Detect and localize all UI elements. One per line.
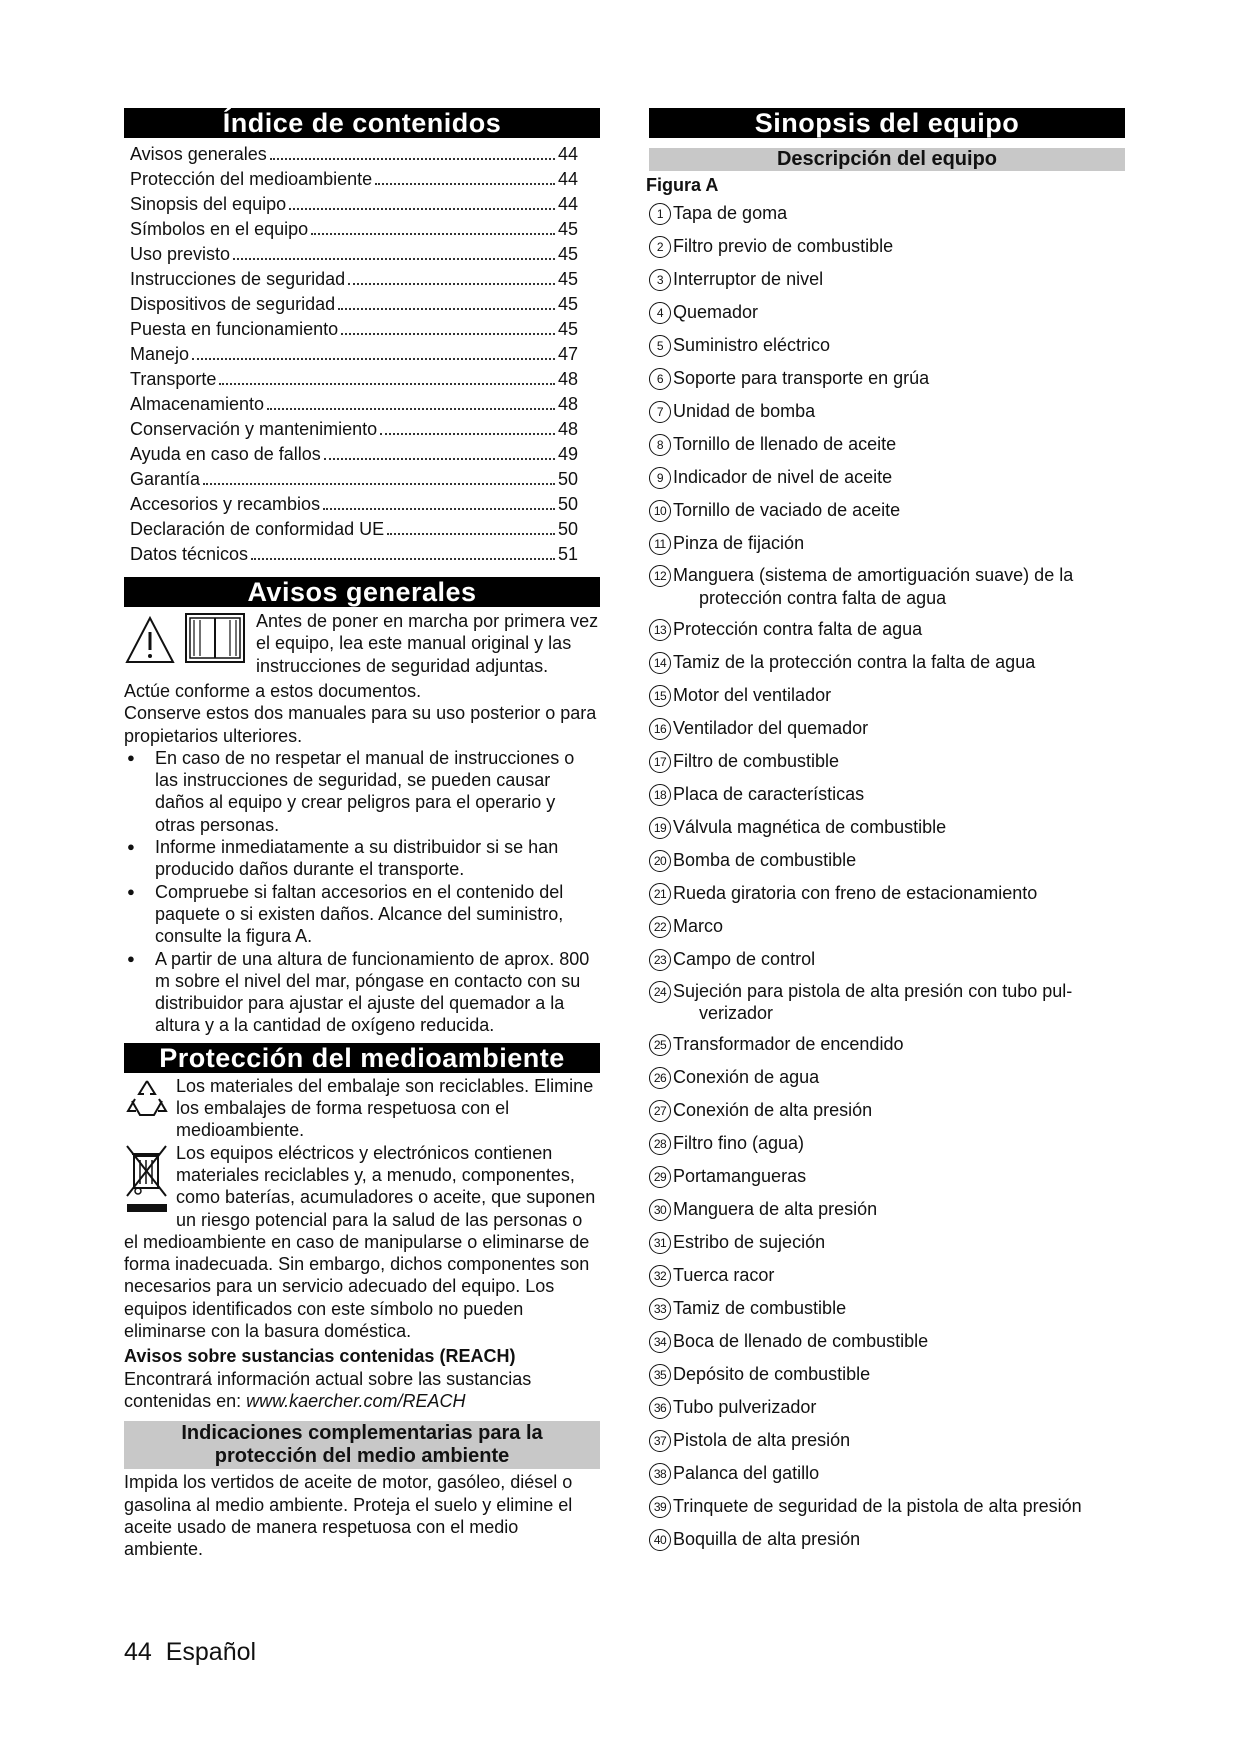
toc-leader-dots: [323, 508, 555, 510]
toc-label: Accesorios y recambios: [130, 494, 321, 514]
toc-leader-dots: [251, 558, 555, 560]
component-label: Marco: [673, 915, 724, 936]
component-number-badge: 21: [649, 883, 671, 905]
toc-entry[interactable]: [130, 167, 578, 192]
toc-entry[interactable]: [130, 367, 578, 392]
component-item: [649, 1231, 1125, 1254]
component-number-badge: 14: [649, 652, 671, 674]
component-item: [649, 882, 1125, 905]
page-footer: [124, 1638, 256, 1667]
reach-text: Encontrará información actual sobre las sustancias contenidas en:: [124, 1368, 532, 1411]
toc-page: 48: [557, 394, 578, 414]
toc-entry[interactable]: [130, 467, 578, 492]
toc-leader-dots: [203, 483, 555, 485]
component-label: Tubo pulverizador: [673, 1397, 817, 1418]
toc-label: Transporte: [130, 369, 217, 389]
toc-leader-dots: [289, 208, 555, 210]
toc-page: 51: [557, 544, 578, 564]
toc-label: Conservación y mantenimiento: [130, 419, 378, 439]
component-number-badge: 4: [649, 302, 671, 324]
toc-label: Declaración de conformidad UE: [130, 519, 385, 539]
toc-leader-dots: [192, 358, 555, 360]
general-heading: Avisos generales: [124, 577, 600, 607]
component-item: [649, 1165, 1125, 1188]
component-number-badge: 8: [649, 434, 671, 456]
toc-label: Almacenamiento: [130, 394, 265, 414]
left-column: [124, 108, 600, 1560]
component-number-badge: 1: [649, 203, 671, 225]
component-number-badge: 28: [649, 1133, 671, 1155]
toc-page: 49: [557, 444, 578, 464]
component-item: [649, 1264, 1125, 1287]
toc-label: Ayuda en caso de fallos: [130, 444, 321, 464]
toc-entry[interactable]: [130, 292, 578, 317]
env-subheading: Indicaciones complementarias para la protección del medio ambiente: [124, 1421, 600, 1469]
component-item: [649, 301, 1125, 324]
component-item: [649, 717, 1125, 740]
toc-page: 45: [557, 269, 578, 289]
toc-label: Protección del medioambiente: [130, 169, 373, 189]
right-column: [646, 108, 1125, 1551]
component-number-badge: 10: [649, 500, 671, 522]
bullet-item: ● En caso de no respetar el manual de instrucciones o las instrucciones de seguridad, se pueden causar daños al equipo y crear peligros para el operario y otras personas.: [124, 747, 600, 836]
component-number-badge: 33: [649, 1298, 671, 1320]
toc-page: 48: [557, 369, 578, 389]
env-sub-text: Impida los vertidos de aceite de motor, gasóleo, diésel o gasolina al medio ambiente. Proteja el suelo y elimine el aceite usado de manera respetuosa con el medio ambiente.: [124, 1472, 573, 1560]
component-number-badge: 36: [649, 1397, 671, 1419]
toc-entry[interactable]: [130, 217, 578, 242]
component-item: [649, 1363, 1125, 1386]
component-list: [649, 202, 1125, 1551]
component-label: Tornillo de llenado de aceite: [673, 434, 897, 455]
general-p1: Actúe conforme a estos documentos.: [124, 681, 422, 701]
recycle-text: Los materiales del embalaje son reciclables. Elimine los embalajes de forma respetuosa con el medioambiente.: [176, 1075, 594, 1141]
component-number-badge: 3: [649, 269, 671, 291]
component-item: [649, 618, 1125, 641]
toc-entry[interactable]: [130, 142, 578, 167]
component-number-badge: 24: [649, 981, 671, 1003]
component-label: Bomba de combustible: [673, 849, 857, 870]
toc-label: Uso previsto: [130, 244, 231, 264]
toc-entry[interactable]: [130, 492, 578, 517]
component-number-badge: 6: [649, 368, 671, 390]
component-item: [649, 400, 1125, 423]
bullet-item: ● A partir de una altura de funcionamiento de aprox. 800 m sobre el nivel del mar, póngase en contacto con su distribuidor para ajustar el ajuste del quemador a la altura y a la cantidad de oxígeno reducida.: [124, 948, 600, 1037]
component-label: Conexión de agua: [673, 1067, 820, 1088]
toc-entry[interactable]: [130, 192, 578, 217]
component-item: [649, 980, 1125, 1025]
component-label: Campo de control: [673, 948, 816, 969]
toc-entry[interactable]: [130, 267, 578, 292]
component-label: Tamiz de combustible: [673, 1298, 847, 1319]
recycle-block: [124, 1075, 600, 1142]
component-number-badge: 7: [649, 401, 671, 423]
component-label: Tornillo de vaciado de aceite: [673, 500, 901, 521]
toc-page: 44: [557, 169, 578, 189]
component-item: [649, 367, 1125, 390]
overview-heading: Sinopsis del equipo: [649, 108, 1125, 138]
toc-page: 45: [557, 319, 578, 339]
toc-page: 50: [557, 469, 578, 489]
toc-page: 50: [557, 519, 578, 539]
component-label: Filtro fino (agua): [673, 1133, 805, 1154]
component-label: Manguera (sistema de amortiguación suave) de la: [673, 565, 1074, 586]
toc-label: Avisos generales: [130, 144, 267, 164]
component-label: Depósito de combustible: [673, 1364, 871, 1385]
general-p2: Conserve estos dos manuales para su uso posterior o para propietarios ulteriores.: [124, 703, 597, 746]
reach-link[interactable]: www.kaercher.com/REACH: [246, 1390, 466, 1411]
toc-leader-dots: [348, 283, 555, 285]
toc-label: Instrucciones de seguridad: [130, 269, 346, 289]
toc-label: Sinopsis del equipo: [130, 194, 287, 214]
toc-leader-dots: [270, 158, 555, 160]
component-label: Estribo de sujeción: [673, 1232, 826, 1253]
env-heading: Protección del medioambiente: [124, 1043, 600, 1073]
toc-label: Manejo: [130, 344, 190, 364]
component-number-badge: 34: [649, 1331, 671, 1353]
component-item: [649, 750, 1125, 773]
general-intro-block: [124, 610, 600, 680]
toc-leader-dots: [375, 183, 555, 185]
component-label: Filtro de combustible: [673, 750, 840, 771]
toc-label: Símbolos en el equipo: [130, 219, 309, 239]
component-item: [649, 1066, 1125, 1089]
component-label: Protección contra falta de agua: [673, 618, 923, 639]
toc-page: 44: [557, 194, 578, 214]
component-item: [649, 235, 1125, 258]
toc-page: 44: [557, 144, 578, 164]
component-number-badge: 25: [649, 1034, 671, 1056]
component-number-badge: 35: [649, 1364, 671, 1386]
component-label: Rueda giratoria con freno de estacionamiento: [673, 882, 1038, 903]
toc-label: Garantía: [130, 469, 201, 489]
toc-entry[interactable]: [130, 317, 578, 342]
warning-triangle-icon: [124, 610, 256, 680]
component-number-badge: 5: [649, 335, 671, 357]
component-label: Unidad de bomba: [673, 401, 816, 422]
manual-book-icon: [186, 614, 244, 662]
toc-leader-dots: [380, 433, 555, 435]
component-number-badge: 23: [649, 949, 671, 971]
component-number-badge: 12: [649, 565, 671, 587]
crossed-bin-icon: [124, 1142, 176, 1230]
footer-language: Español: [165, 1638, 257, 1666]
component-label: Ventilador del quemador: [673, 717, 869, 738]
component-label: Pinza de fijación: [673, 533, 805, 554]
page-number: 44: [124, 1638, 152, 1666]
recycle-icon: [124, 1075, 176, 1142]
reach-paragraph: [124, 1368, 600, 1413]
component-number-badge: 20: [649, 850, 671, 872]
component-number-badge: 22: [649, 916, 671, 938]
component-item: [649, 1297, 1125, 1320]
component-number-badge: 15: [649, 685, 671, 707]
component-item: [649, 433, 1125, 456]
component-label: Boquilla de alta presión: [673, 1529, 861, 1550]
toc-label: Dispositivos de seguridad: [130, 294, 336, 314]
component-label: Interruptor de nivel: [673, 269, 824, 290]
component-label: Filtro previo de combustible: [673, 236, 894, 257]
component-label: Sujeción para pistola de alta presión con tubo pul-: [673, 980, 1073, 1001]
component-number-badge: 32: [649, 1265, 671, 1287]
component-item: [649, 783, 1125, 806]
component-number-badge: 39: [649, 1496, 671, 1518]
component-item: [649, 651, 1125, 674]
component-item: [649, 1132, 1125, 1155]
toc-entry[interactable]: [130, 342, 578, 367]
weee-text: Los equipos eléctricos y electrónicos contienen materiales reciclables y, a menudo, componentes, como baterías, acumuladores o aceite, que suponen un riesgo potencial para la salud de las personas o el medioambiente en caso de manipularse o eliminarse de forma inadecuada. Sin embargo, dichos componentes son necesarios para un servicio adecuado del equipo. Los equipos identificados con este símbolo no pueden eliminarse con la basura doméstica.: [124, 1142, 596, 1342]
component-number-badge: 9: [649, 467, 671, 489]
toc-entry[interactable]: [130, 442, 578, 467]
toc-page: 45: [557, 294, 578, 314]
component-item: [649, 202, 1125, 225]
toc-heading: Índice de contenidos: [124, 108, 600, 138]
component-item: [649, 532, 1125, 555]
component-item: [649, 1528, 1125, 1551]
toc-leader-dots: [311, 233, 555, 235]
general-intro-text: Antes de poner en marcha por primera vez el equipo, lea este manual original y las instrucciones de seguridad adjuntas.: [256, 611, 599, 676]
component-item: [649, 1462, 1125, 1485]
component-number-badge: 19: [649, 817, 671, 839]
component-number-badge: 11: [649, 533, 671, 555]
toc-page: 45: [557, 244, 578, 264]
component-item: [649, 564, 1125, 609]
component-label: Pistola de alta presión: [673, 1430, 851, 1451]
component-label: Conexión de alta presión: [673, 1100, 873, 1121]
toc-label: Puesta en funcionamiento: [130, 319, 339, 339]
component-item: [649, 1330, 1125, 1353]
component-item: [649, 1099, 1125, 1122]
toc-entry[interactable]: [130, 392, 578, 417]
component-number-badge: 27: [649, 1100, 671, 1122]
toc-page: 47: [557, 344, 578, 364]
figure-label: Figura A: [646, 175, 719, 195]
component-number-badge: 31: [649, 1232, 671, 1254]
component-item: [649, 466, 1125, 489]
component-number-badge: 29: [649, 1166, 671, 1188]
component-label: Palanca del gatillo: [673, 1463, 820, 1484]
reach-title: Avisos sobre sustancias contenidas (REACH): [124, 1346, 516, 1367]
component-label: Quemador: [673, 302, 759, 323]
toc-label: Datos técnicos: [130, 544, 249, 564]
weee-block: [124, 1142, 600, 1343]
toc-page: 48: [557, 419, 578, 439]
component-label: Tapa de goma: [673, 203, 788, 224]
toc-leader-dots: [267, 408, 555, 410]
toc-leader-dots: [233, 258, 555, 260]
warning-manual-icons: [124, 610, 256, 680]
component-item: [649, 1396, 1125, 1419]
toc-entry[interactable]: [130, 417, 578, 442]
component-label: Placa de características: [673, 783, 865, 804]
component-number-badge: 2: [649, 236, 671, 258]
toc-leader-dots: [338, 308, 555, 310]
component-label: Transformador de encendido: [673, 1034, 904, 1055]
component-label: Indicador de nivel de aceite: [673, 467, 893, 488]
component-item: [649, 1198, 1125, 1221]
component-label: Suministro eléctrico: [673, 335, 831, 356]
component-number-badge: 16: [649, 718, 671, 740]
component-item: [649, 268, 1125, 291]
toc-entry[interactable]: [130, 517, 578, 542]
component-label: Soporte para transporte en grúa: [673, 368, 930, 389]
component-number-badge: 18: [649, 784, 671, 806]
component-number-badge: 26: [649, 1067, 671, 1089]
component-item: [649, 915, 1125, 938]
component-label: Manguera de alta presión: [673, 1199, 878, 1220]
component-item: [649, 816, 1125, 839]
component-label-cont: protección contra falta de agua: [699, 587, 947, 608]
toc-page: 45: [557, 219, 578, 239]
overview-subheading: Descripción del equipo: [649, 148, 1125, 171]
component-label: Boca de llenado de combustible: [673, 1331, 929, 1352]
bullet-item: ● Compruebe si faltan accesorios en el contenido del paquete o si existen daños. Alcance del suministro, consulte la figura A.: [124, 881, 600, 948]
toc-entry[interactable]: [130, 242, 578, 267]
component-item: [649, 499, 1125, 522]
component-label: Motor del ventilador: [673, 684, 832, 705]
general-bullets: [124, 747, 600, 1037]
toc-page: 50: [557, 494, 578, 514]
toc-leader-dots: [324, 458, 555, 460]
component-item: [649, 948, 1125, 971]
component-number-badge: 38: [649, 1463, 671, 1485]
toc-leader-dots: [341, 333, 555, 335]
component-number-badge: 13: [649, 619, 671, 641]
bullet-item: ● Informe inmediatamente a su distribuidor si se han producido daños durante el transporte.: [124, 836, 600, 881]
component-label: Tamiz de la protección contra la falta de agua: [673, 651, 1036, 672]
component-item: [649, 1495, 1125, 1518]
component-number-badge: 37: [649, 1430, 671, 1452]
toc-entry[interactable]: [130, 542, 578, 567]
component-item: [649, 334, 1125, 357]
component-number-badge: 30: [649, 1199, 671, 1221]
component-label-cont: verizador: [699, 1003, 774, 1024]
component-number-badge: 17: [649, 751, 671, 773]
component-item: [649, 849, 1125, 872]
toc-leader-dots: [387, 533, 555, 535]
component-item: [649, 684, 1125, 707]
component-item: [649, 1429, 1125, 1452]
table-of-contents: [130, 142, 578, 567]
component-item: [649, 1033, 1125, 1056]
toc-leader-dots: [219, 383, 555, 385]
component-number-badge: 40: [649, 1529, 671, 1551]
component-label: Portamangueras: [673, 1166, 807, 1187]
component-label: Trinquete de seguridad de la pistola de alta presión: [673, 1496, 1082, 1517]
component-label: Válvula magnética de combustible: [673, 816, 947, 837]
component-label: Tuerca racor: [673, 1265, 775, 1286]
